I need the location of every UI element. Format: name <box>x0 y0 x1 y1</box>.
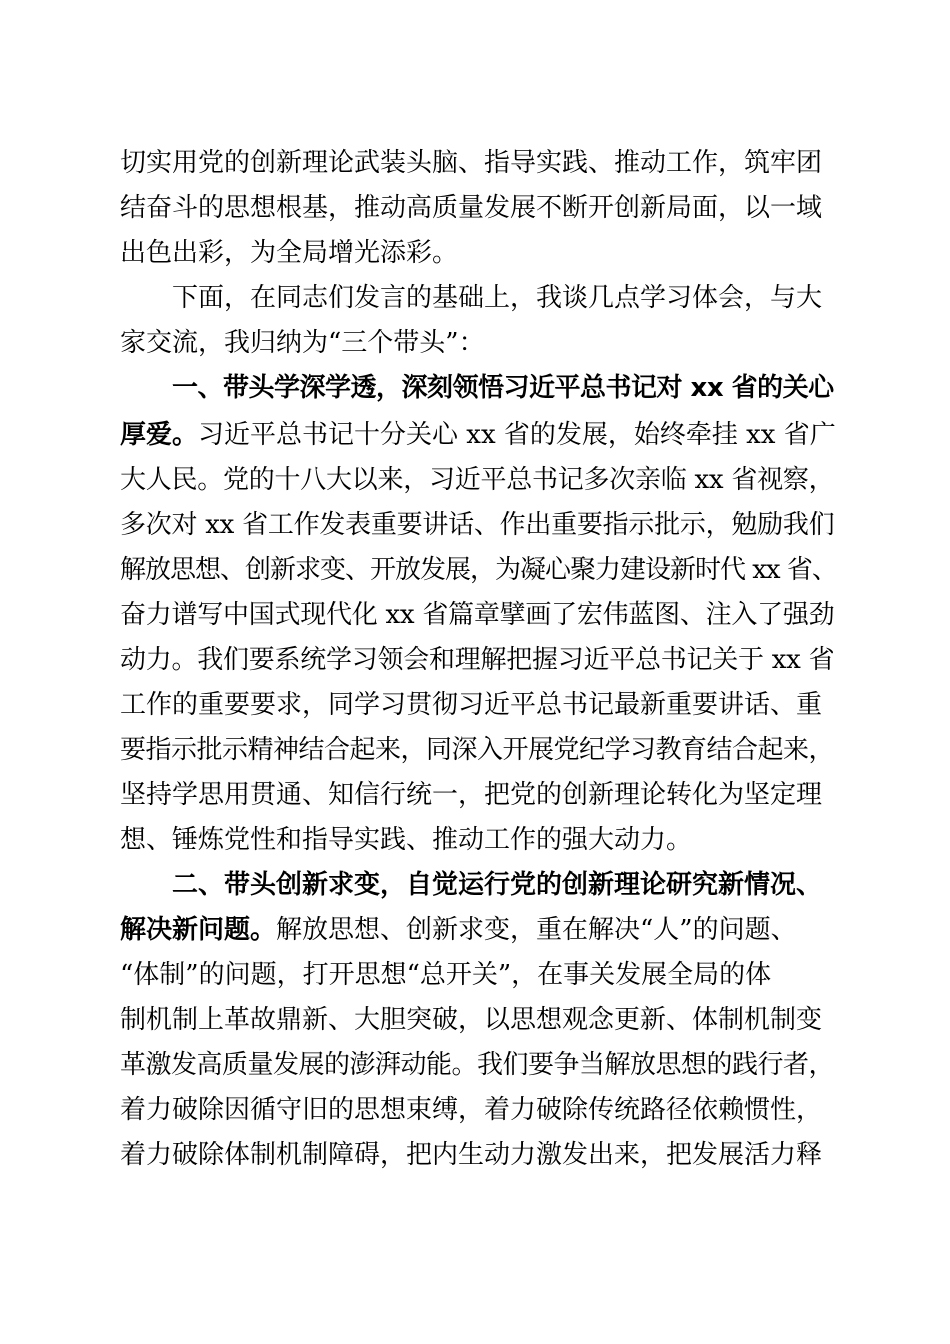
intro-line-2: 结奋斗的思想根基，推动高质量发展不断开创新局面，以一域 <box>120 193 823 223</box>
transition-line-2: 家交流，我归纳为“三个带头”： <box>120 328 485 358</box>
section2-body-line: 革激发高质量发展的澎湃动能。我们要争当解放思想的践行者， <box>120 1050 835 1080</box>
section1-body-line: 动力。我们要系统学习领会和理解把握习近平总书记关于 xx 省 <box>120 645 835 675</box>
section1-body-line: 想、锤炼党性和指导实践、推动工作的强大动力。 <box>120 825 693 855</box>
section2-first-line-body: 解放思想、创新求变，重在解决“人”的问题、 <box>276 915 797 945</box>
intro-line-3: 出色出彩，为全局增光添彩。 <box>120 238 459 268</box>
section1-heading-end: 厚爱。 <box>120 420 199 450</box>
section1-body-line: 多次对 xx 省工作发表重要讲话、作出重要指示批示，勉励我们 <box>120 510 835 540</box>
section2-body-line: 着力破除因循守旧的思想束缚，着力破除传统路径依赖惯性， <box>120 1095 823 1125</box>
section2-body-line: “体制”的问题，打开思想“总开关”，在事关发展全局的体 <box>120 960 772 990</box>
intro-line-1: 切实用党的创新理论武装头脑、指导实践、推动工作，筑牢团 <box>120 148 823 178</box>
section1-heading: 一、带头学深学透，深刻领悟习近平总书记对 xx 省的关心 <box>172 373 834 403</box>
section1-body-line: 坚持学思用贯通、知信行统一，把党的创新理论转化为坚定理 <box>120 780 823 810</box>
section1-body-line: 奋力谱写中国式现代化 xx 省篇章擘画了宏伟蓝图、注入了强劲 <box>120 600 835 630</box>
transition-line-1: 下面，在同志们发言的基础上，我谈几点学习体会，与大 <box>172 283 823 313</box>
section1-first-line-body: 习近平总书记十分关心 xx 省的发展，始终牵挂 xx 省广 <box>198 420 836 450</box>
section2-heading: 二、带头创新求变，自觉运行党的创新理论研究新情况、 <box>172 870 823 900</box>
section1-body-line: 工作的重要要求，同学习贯彻习近平总书记最新重要讲话、重 <box>120 690 823 720</box>
section2-heading-end: 解决新问题。 <box>120 915 277 945</box>
section1-body-line: 解放思想、创新求变、开放发展，为凝心聚力建设新时代 xx 省、 <box>120 555 837 585</box>
section2-body-line: 着力破除体制机制障碍，把内生动力激发出来，把发展活力释 <box>120 1140 823 1170</box>
section2-line-1 <box>120 908 840 952</box>
section1-body-line: 要指示批示精神结合起来，同深入开展党纪学习教育结合起来， <box>120 735 835 765</box>
section2-body-line: 制机制上革故鼎新、大胆突破，以思想观念更新、体制机制变 <box>120 1005 823 1035</box>
section1-line-1 <box>120 413 840 457</box>
section1-body-line: 大人民。党的十八大以来，习近平总书记多次亲临 xx 省视察， <box>120 465 835 495</box>
